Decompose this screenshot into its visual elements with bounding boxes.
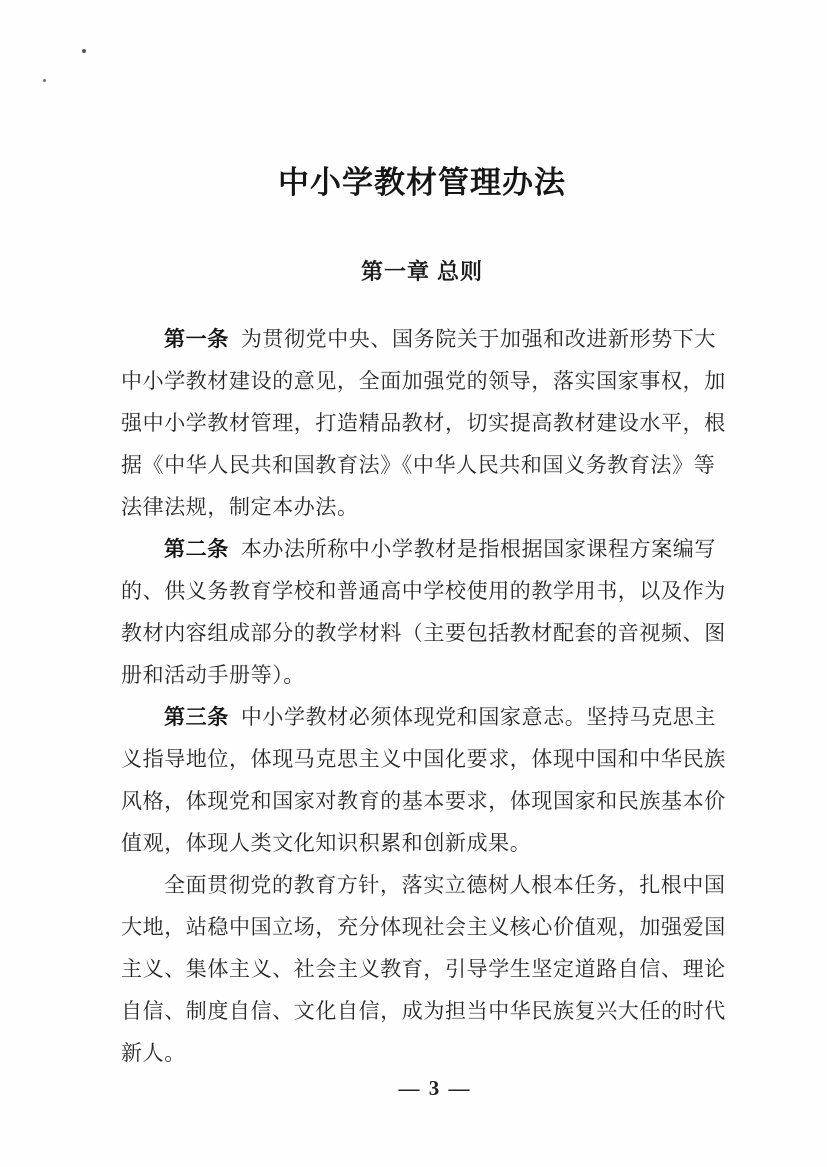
scan-speckle: [82, 49, 86, 53]
text-line: 强中小学教材管理，打造精品教材，切实提高教材建设水平，根: [121, 411, 726, 435]
text-line: 的、供义务教育学校和普通高中学校使用的教学用书，以及作为: [121, 579, 726, 603]
scan-speckle: [43, 79, 46, 82]
article-number: 第一条: [164, 327, 229, 351]
text-line: 第二条 本办法所称中小学教材是指根据国家课程方案编写: [164, 537, 717, 561]
document-body: [121, 318, 741, 1074]
text-line: 自信、制度自信、文化自信，成为担当中华民族复兴大任的时代: [121, 999, 726, 1023]
text-line: 中小学教材建设的意见，全面加强党的领导，落实国家事权，加: [121, 369, 726, 393]
text-line: 大地，站稳中国立场，充分体现社会主义核心价值观，加强爱国: [121, 915, 726, 939]
chapter-heading: 第一章 总则: [360, 259, 484, 285]
document-title: 中小学教材管理办法: [278, 164, 566, 200]
text-line: 教材内容组成部分的教学材料（主要包括教材配套的音视频、图: [121, 621, 726, 645]
page-number: — 3 —: [398, 1076, 472, 1100]
text-line: 值观，体现人类文化知识积累和创新成果。: [121, 831, 532, 855]
text-line: 第三条 中小学教材必须体现党和国家意志。坚持马克思主: [164, 705, 717, 729]
text-line: 风格，体现党和国家对教育的基本要求，体现国家和民族基本价: [121, 789, 726, 813]
text-line: 法律法规，制定本办法。: [121, 495, 359, 519]
article-number: 第二条: [164, 537, 229, 561]
text-line: 义指导地位，体现马克思主义中国化要求，体现中国和中华民族: [121, 747, 726, 771]
article-number: 第三条: [164, 705, 229, 729]
text-line: 主义、集体主义、社会主义教育，引导学生坚定道路自信、理论: [121, 957, 726, 981]
text-line: 全面贯彻党的教育方针，落实立德树人根本任务，扎根中国: [164, 873, 726, 897]
text-line: 第一条 为贯彻党中央、国务院关于加强和改进新形势下大: [164, 327, 717, 351]
text-line: 据《中华人民共和国教育法》《中华人民共和国义务教育法》等: [121, 453, 716, 477]
text-line: 册和活动手册等）。: [121, 663, 305, 687]
text-line: 新人。: [121, 1041, 186, 1065]
